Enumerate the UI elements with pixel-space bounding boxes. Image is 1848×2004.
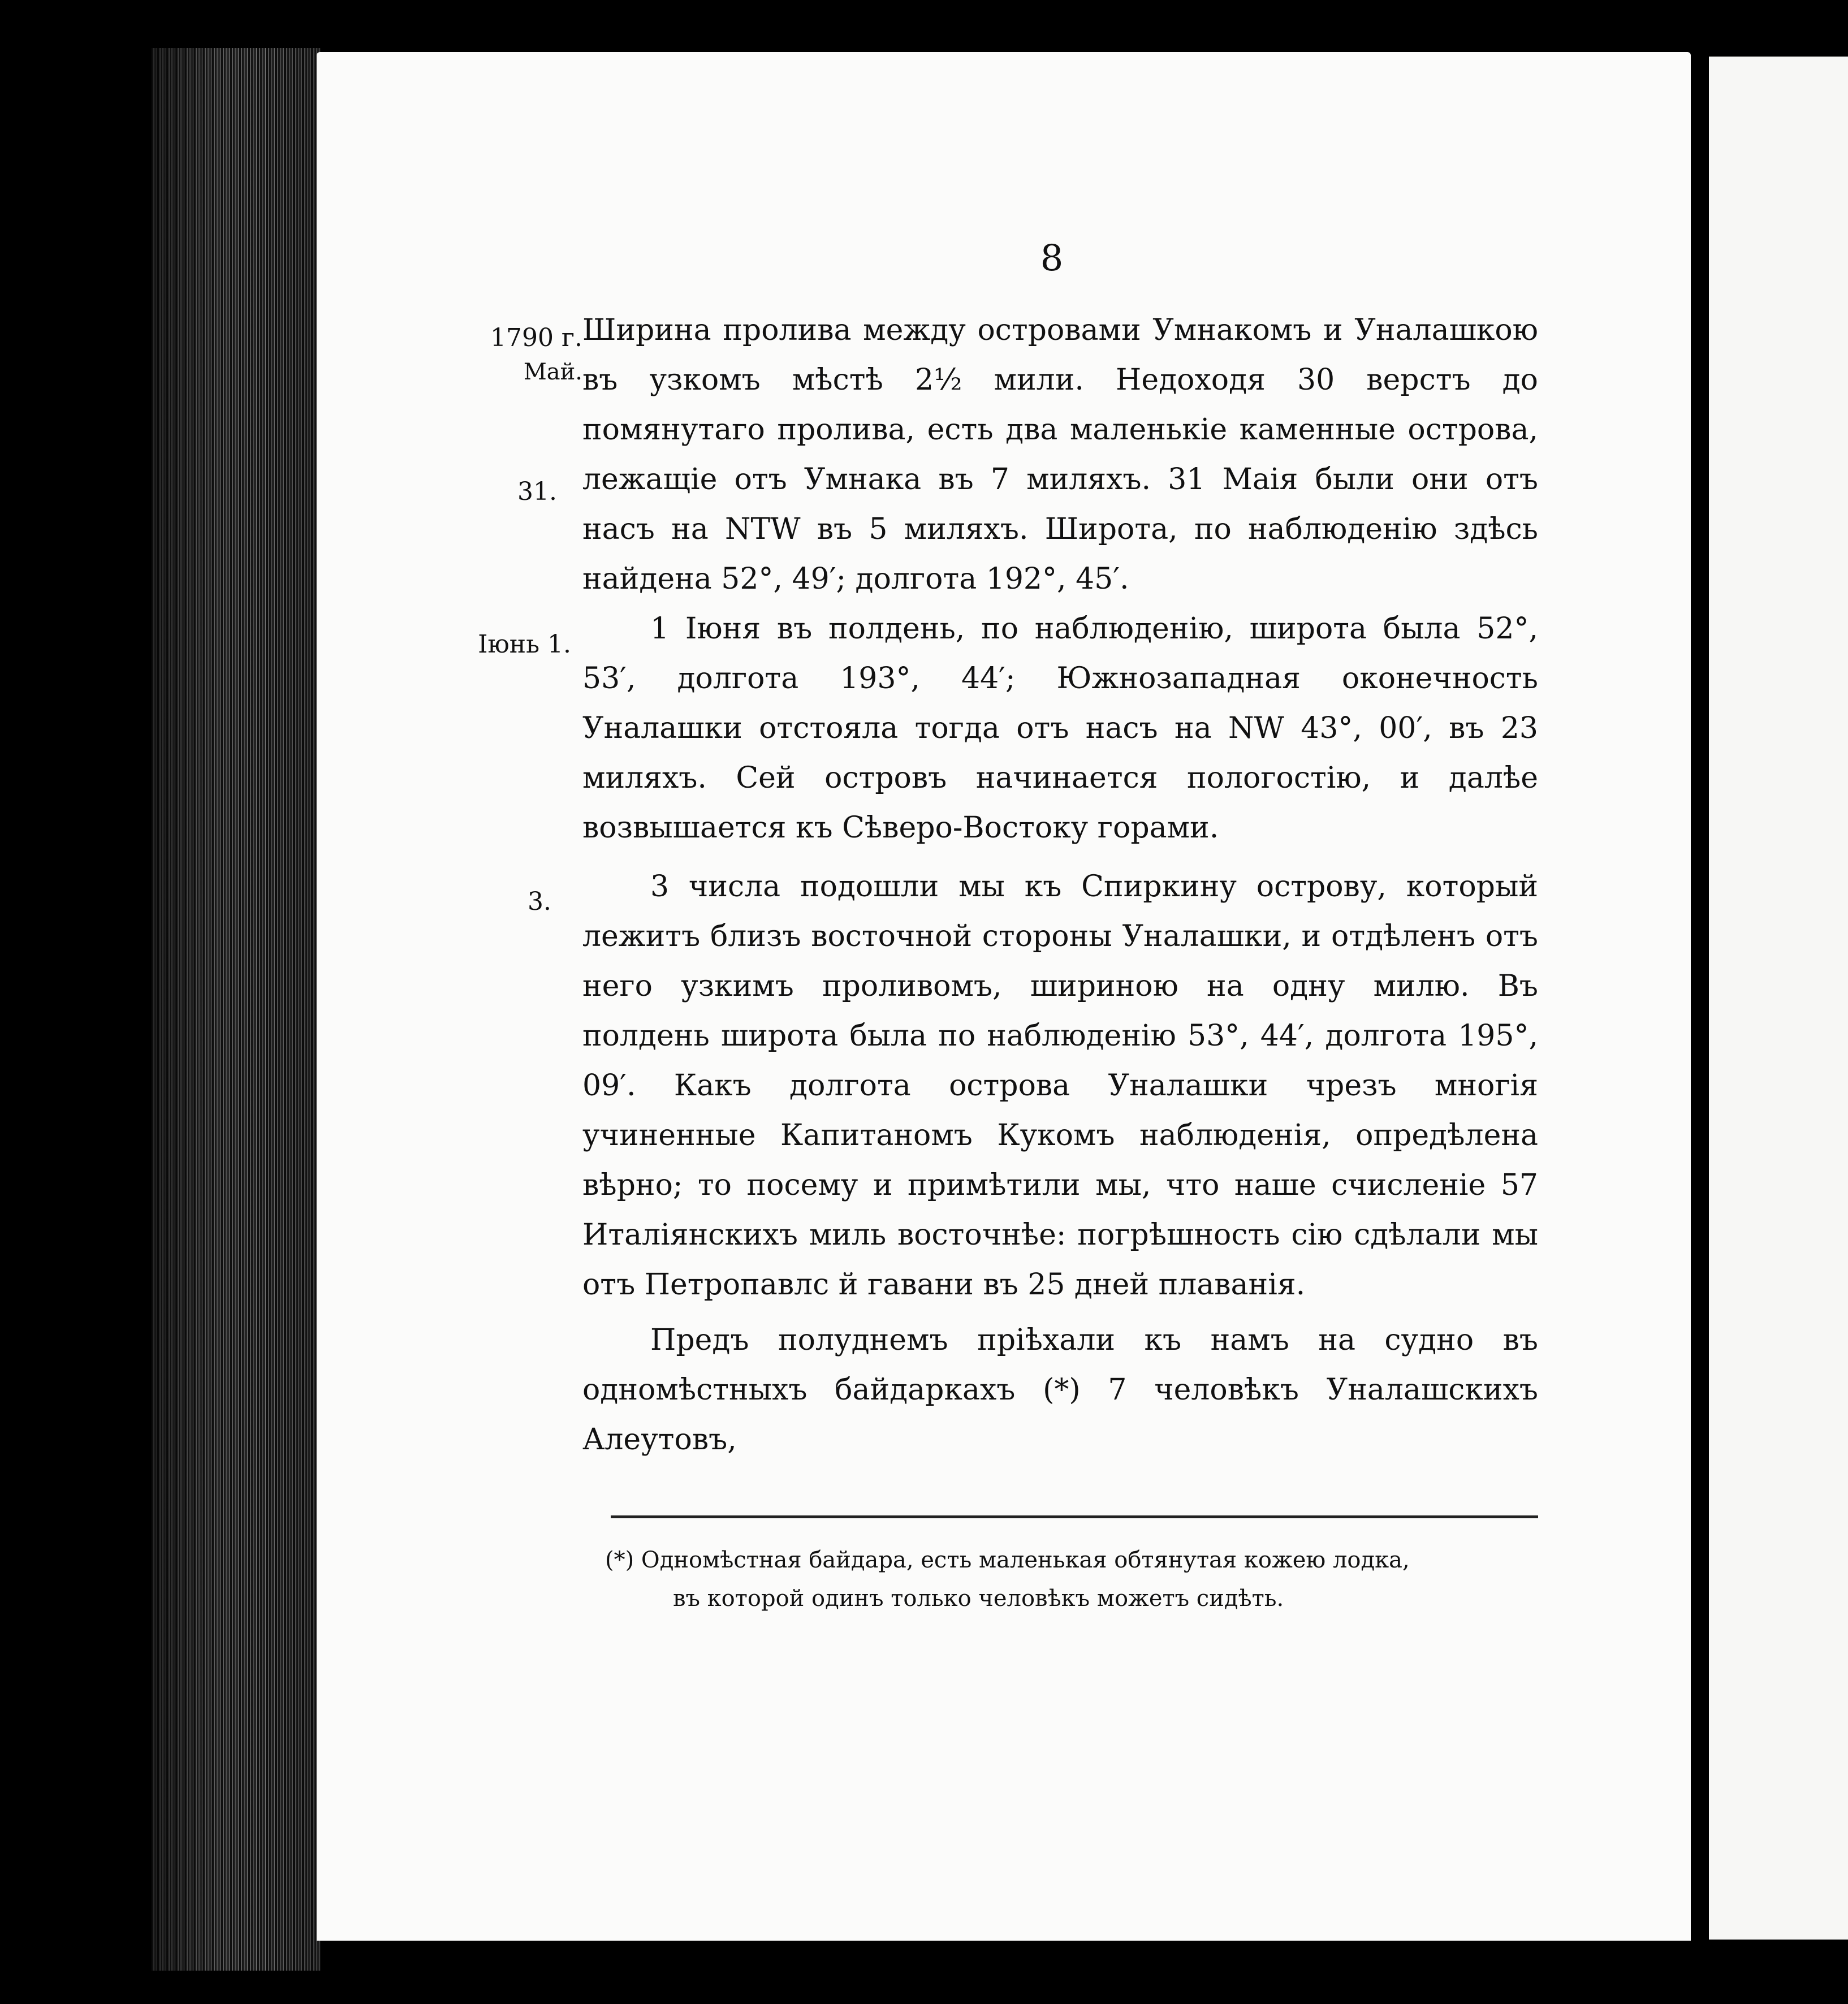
book-gutter bbox=[1688, 51, 1711, 1951]
paragraph-2: 1 Іюня въ полдень, по наблюденію, широта была 52°, 53′, долгота 193°, 44′; Южнозападная оконечность Уналашки отстояла тогда отъ насъ на NW 43°, 00′, въ 23 миляхъ. Сей островъ начинается пологостію, и далѣе возвышается къ Сѣверо-Востоку горами. bbox=[582, 612, 1538, 845]
paragraph-1: Ширина пролива между островами Умнакомъ и Уналашкою въ узкомъ мѣстѣ 2½ мили. Недоходя 30 верстъ до помянутаго пролива, есть два маленькіе каменные острова, лежащіе отъ Умнака въ 7 миляхъ. 31 Маія были они отъ насъ на NTW въ 5 миляхъ. Широта, по наблюденію здѣсь найдена 52°, 49′; долгота 192°, 45′. bbox=[582, 313, 1538, 596]
footnote-divider bbox=[611, 1515, 1538, 1518]
margin-note-year: 1790 г. bbox=[490, 323, 582, 352]
paragraph-4: Предъ полуднемъ пріѣхали къ намъ на судно въ одномѣстныхъ байдаркахъ (*) 7 человѣкъ Уналашскихъ Алеутовъ, bbox=[582, 1323, 1538, 1457]
margin-note-day-31: 31. bbox=[517, 477, 557, 506]
main-text bbox=[582, 305, 1538, 1465]
footnote-line-1: (*) Одномѣстная байдара, есть маленькая обтянутая кожею лодка, bbox=[605, 1547, 1410, 1573]
margin-note-june-1: Іюнь 1. bbox=[478, 630, 571, 659]
margin-note-day-3: 3. bbox=[528, 887, 551, 916]
page-number: 8 bbox=[1040, 237, 1064, 279]
footnote-line-2: въ которой одинъ только человѣкъ можетъ сидѣть. bbox=[673, 1586, 1284, 1612]
book-edge-shadow bbox=[152, 48, 321, 1971]
footnote bbox=[605, 1541, 1544, 1618]
paragraph-3: 3 числа подошли мы къ Спиркину острову, который лежитъ близъ восточной стороны Уналашки, и отдѣленъ отъ него узкимъ проливомъ, шириною на одну милю. Въ полдень широта была по наблюденію 53°, 44′, долгота 195°, 09′. Какъ долгота острова Уналашки чрезъ многія учиненные Капитаномъ Кукомъ наблюденія, опредѣлена вѣрно; то посему и примѣтили мы, что наше счисленіе 57 Италіянскихъ миль восточнѣе: погрѣшность сію сдѣлали мы отъ Петропавлс й гавани въ 25 дней плаванія. bbox=[582, 870, 1538, 1302]
next-page-sliver bbox=[1709, 57, 1848, 1940]
margin-note-may: Май. bbox=[523, 359, 582, 385]
